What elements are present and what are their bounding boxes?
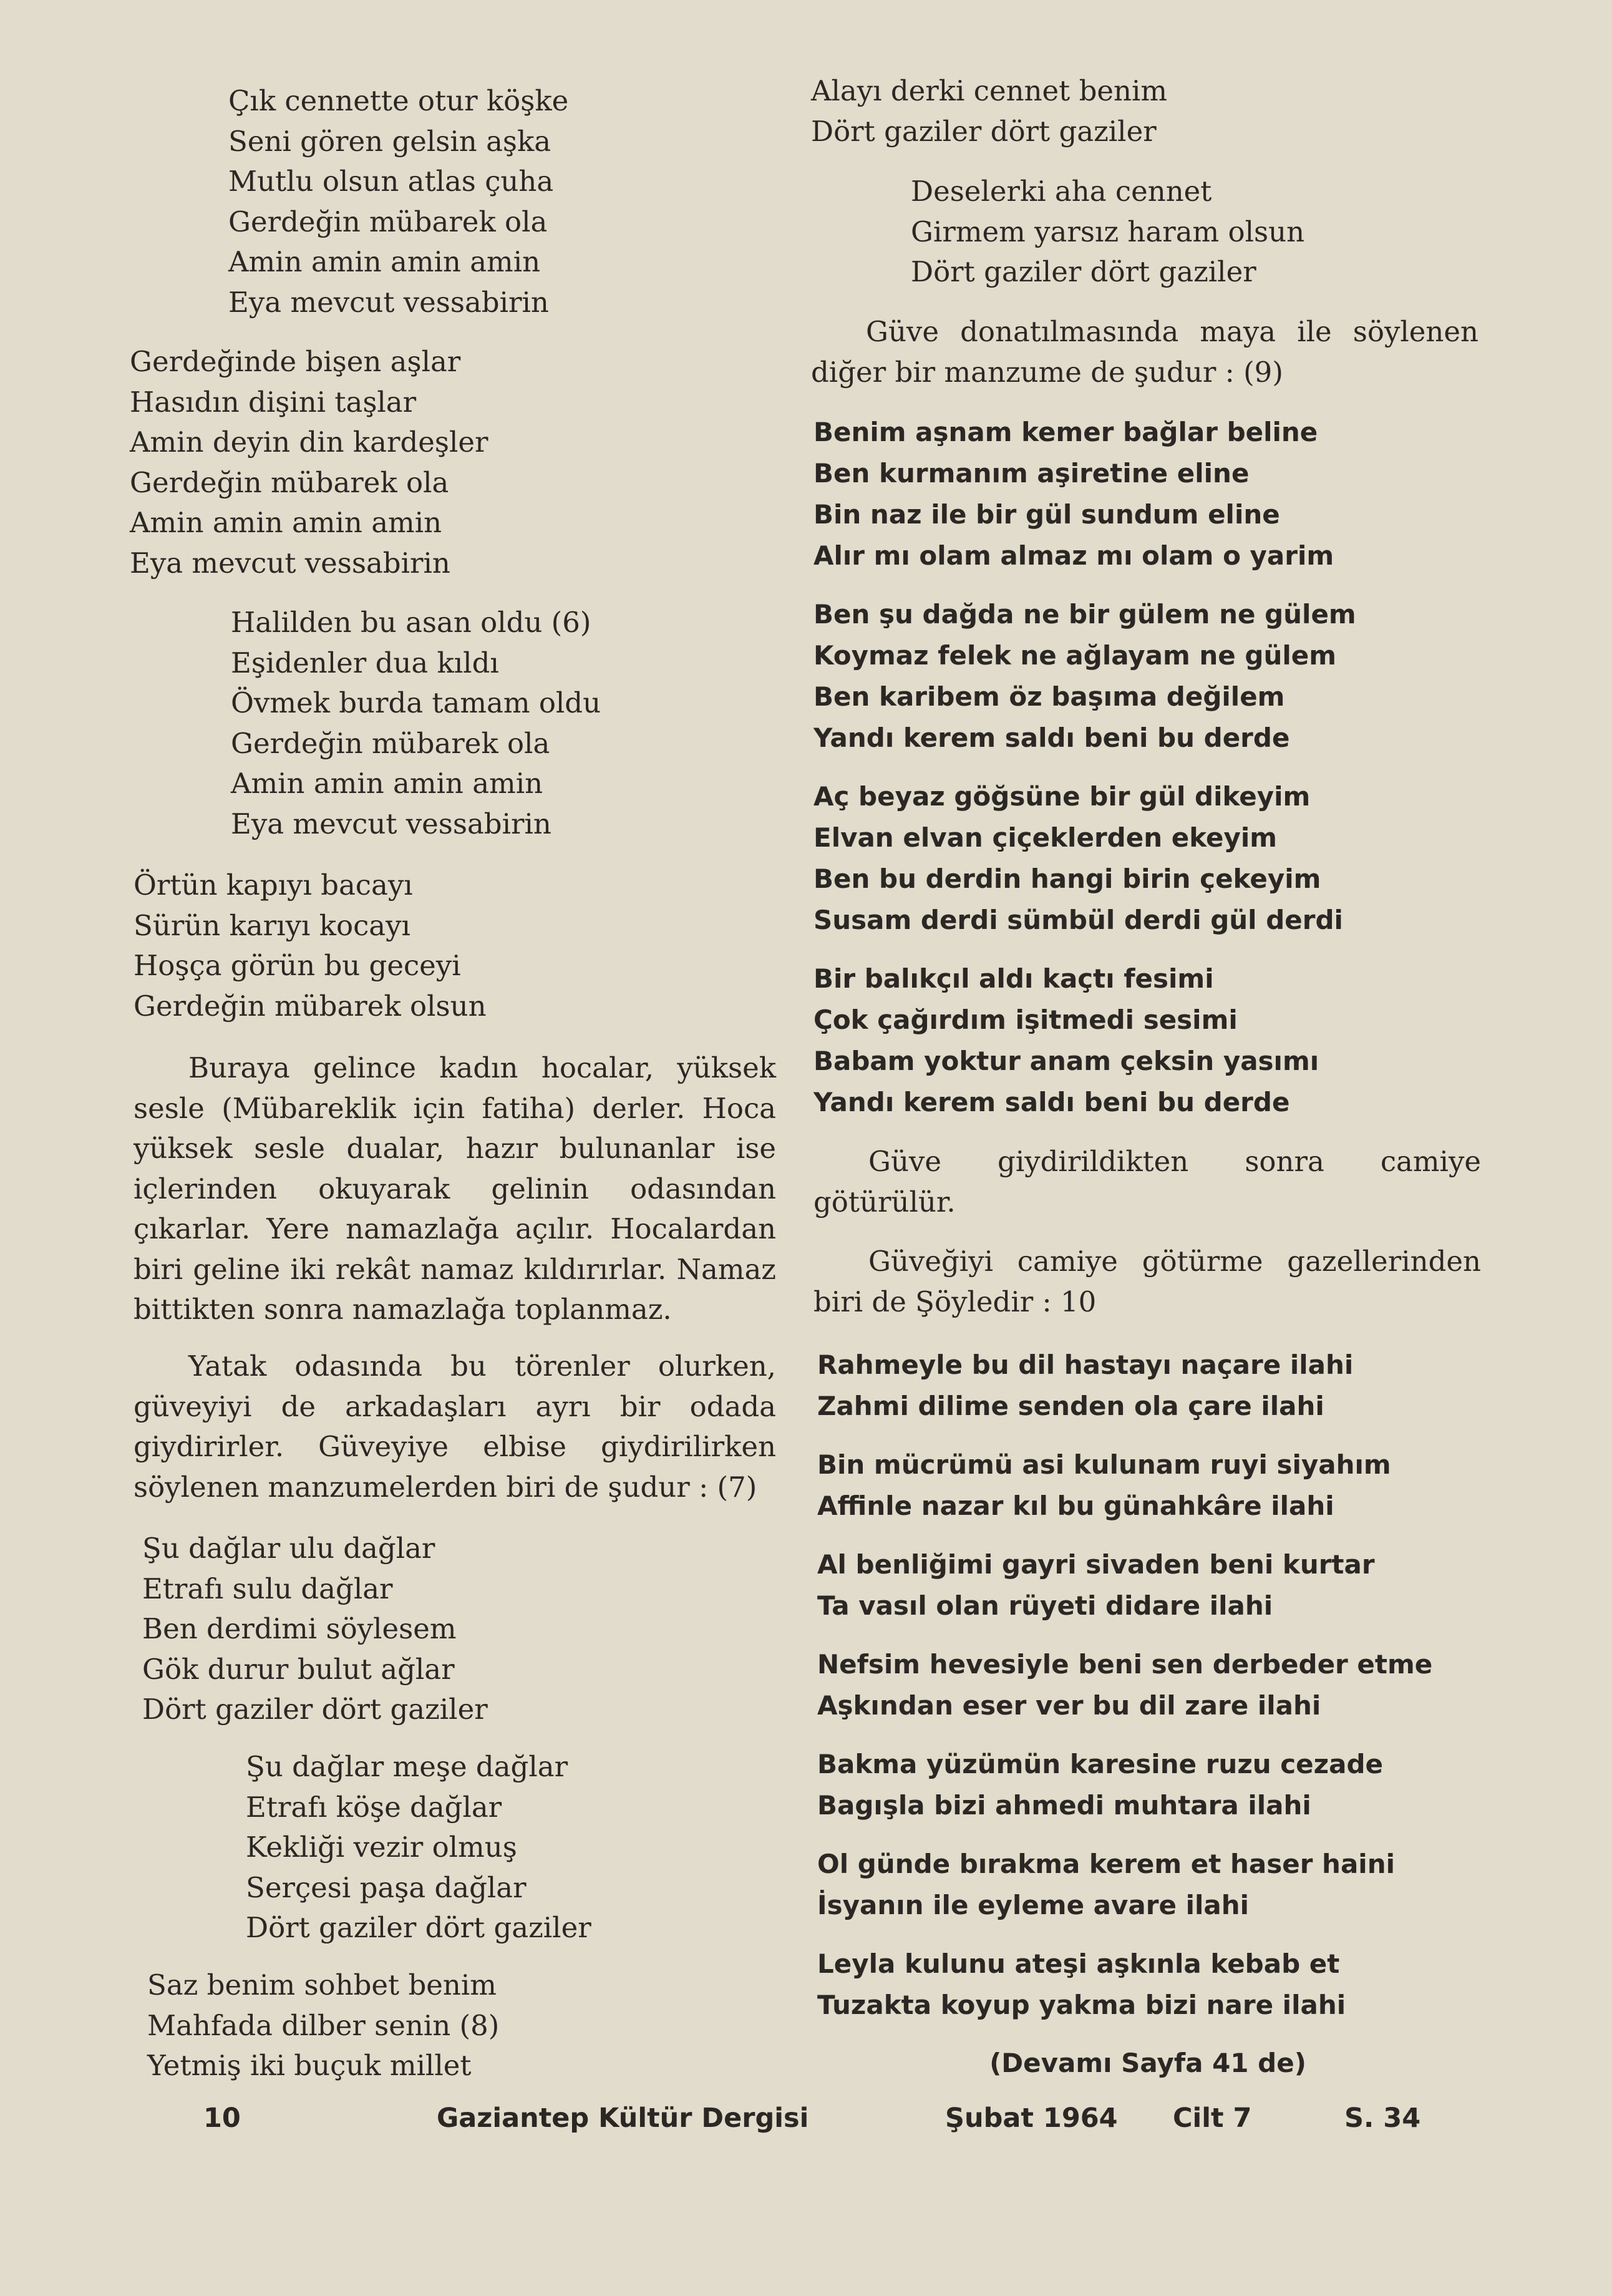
verse-line: Zahmi dilime senden ola çare ilahi (817, 1391, 1324, 1421)
verse-line: Amin amin amin amin (228, 245, 541, 278)
verse-line: Mahfada dilber senin (8) (147, 2008, 500, 2042)
verse-line: Rahmeyle bu dil hastayı naçare ilahi (817, 1350, 1354, 1380)
footer-date: Şubat 1964 (945, 2103, 1118, 2134)
left-stanza-1 (228, 81, 568, 323)
verse-line: Amin amin amin amin (231, 767, 543, 800)
left-stanza-4 (134, 865, 487, 1026)
verse-line: Gerdeğin mübarek olsun (134, 989, 487, 1023)
right-gazel-couplet-5 (817, 1744, 1383, 1826)
verse-line: Sürün karıyı kocayı (134, 908, 410, 942)
verse-line: Tuzakta koyup yakma bizi nare ilahi (817, 1990, 1346, 2020)
verse-line: Ben kurmanım aşiretine eline (813, 458, 1250, 489)
left-stanza-3 (231, 603, 601, 844)
right-stanza-4 (813, 594, 1356, 759)
verse-line: Hasıdın dişini taşlar (130, 385, 417, 419)
verse-line: Kekliği vezir olmuş (246, 1831, 517, 1864)
verse-line: Eya mevcut vessabirin (231, 807, 551, 840)
verse-line: Ben bu derdin hangi birin çekeyim (813, 863, 1321, 894)
verse-line: Örtün kapıyı bacayı (134, 868, 413, 902)
verse-line: Ta vasıl olan rüyeti didare ilahi (817, 1590, 1273, 1621)
right-stanza-6 (813, 958, 1319, 1123)
verse-line: Susam derdi sümbül derdi gül derdi (813, 905, 1343, 935)
verse-line: Dört gaziler dört gaziler (911, 255, 1256, 288)
right-gazel-couplet-2 (817, 1444, 1391, 1527)
verse-line: Affinle nazar kıl bu günahkâre ilahi (817, 1491, 1334, 1521)
right-stanza-5 (813, 776, 1343, 941)
verse-line: Halilden bu asan oldu (6) (231, 606, 591, 639)
continued-note: (Devamı Sayfa 41 de) (989, 2048, 1306, 2078)
verse-line: Bakma yüzümün karesine ruzu cezade (817, 1749, 1383, 1779)
verse-line: Leyla kulunu ateşi aşkınla kebab et (817, 1948, 1340, 1979)
verse-line: Bagışla bizi ahmedi muhtara ilahi (817, 1790, 1311, 1821)
left-stanza-2 (130, 342, 488, 583)
right-paragraph-3: Güveğiyi camiye götürme gazellerinden biri de Şöyledir : 10 (813, 1245, 1481, 1318)
verse-line: Hoşça görün bu geceyi (134, 949, 461, 982)
verse-line: Alayı derki cennet benim (811, 74, 1168, 107)
verse-line: Amin deyin din kardeşler (130, 426, 488, 459)
right-gazel-couplet-7 (817, 1943, 1346, 2026)
verse-line: Dört gaziler dört gaziler (142, 1693, 488, 1726)
verse-line: Şu dağlar meşe dağlar (246, 1750, 568, 1783)
footer-issue: S. 34 (1344, 2103, 1421, 2134)
left-stanza-7 (147, 1965, 499, 2086)
verse-line: Girmem yarsız haram olsun (911, 215, 1305, 248)
left-paragraph-1: Buraya gelince kadın hocalar, yüksek sesle (Mübareklik için fatiha) derler. Hoca yüksek sesle dualar, hazır bulunanlar ise içlerinden okuyarak gelinin odasından çıkarlar. Yere namazlağa açılır. Hocalardan biri geline iki rekât namaz kıldırırlar. Namaz bittikten sonra namazlağa toplanmaz. (134, 1051, 776, 1326)
verse-line: Al benliğimi gayri sivaden beni kurtar (817, 1549, 1375, 1580)
right-gazel-couplet-3 (817, 1544, 1375, 1627)
footer-page-number: 10 (203, 2103, 241, 2134)
verse-line: Koymaz felek ne ağlayam ne gülem (813, 640, 1336, 671)
left-stanza-5 (142, 1529, 488, 1730)
verse-line: Aşkından eser ver bu dil zare ilahi (817, 1690, 1321, 1721)
right-paragraph-2: Güve giydirildikten sonra camiye götürülür. (813, 1145, 1481, 1219)
verse-line: Dört gaziler dört gaziler (811, 114, 1157, 148)
verse-line: Eya mevcut vessabirin (228, 285, 549, 319)
verse-line: Bir balıkçıl aldı kaçtı fesimi (813, 963, 1214, 994)
right-stanza-2 (911, 172, 1304, 293)
verse-line: Çık cennette otur köşke (228, 84, 569, 117)
verse-line: Övmek burda tamam oldu (231, 686, 601, 719)
verse-line: Aç beyaz göğsüne bir gül dikeyim (813, 781, 1311, 812)
verse-line: Eya mevcut vessabirin (130, 546, 450, 580)
verse-line: İsyanın ile eyleme avare ilahi (817, 1890, 1249, 1920)
verse-line: Yandı kerem saldı beni bu derde (813, 1087, 1290, 1117)
left-stanza-6 (246, 1747, 591, 1948)
verse-line: Yetmiş iki buçuk millet (147, 2049, 472, 2082)
verse-line: Ol günde bırakma kerem et haser haini (817, 1849, 1395, 1879)
verse-line: Etrafı köşe dağlar (246, 1790, 502, 1824)
right-gazel-couplet-1 (817, 1345, 1353, 1427)
verse-line: Gerdeğinde bişen aşlar (130, 345, 461, 378)
verse-line: Bin naz ile bir gül sundum eline (813, 499, 1280, 530)
verse-line: Bin mücrümü asi kulunam ruyi siyahım (817, 1449, 1391, 1480)
verse-line: Babam yoktur anam çeksin yasımı (813, 1046, 1319, 1076)
verse-line: Amin amin amin amin (130, 506, 442, 539)
verse-line: Çok çağırdım işitmedi sesimi (813, 1004, 1238, 1035)
verse-line: Seni gören gelsin aşka (228, 124, 551, 158)
verse-line: Gerdeğin mübarek ola (130, 465, 449, 499)
footer-journal-title: Gaziantep Kültür Dergisi (437, 2103, 809, 2134)
verse-line: Deselerki aha cennet (911, 175, 1212, 208)
right-paragraph-1: Güve donatılmasında maya ile söylenen diğer bir manzume de şudur : (9) (811, 315, 1478, 389)
verse-line: Ben karibem öz başıma değilem (813, 681, 1285, 712)
verse-line: Serçesi paşa dağlar (246, 1870, 527, 1904)
page-footer (0, 2103, 1612, 2140)
verse-line: Benim aşnam kemer bağlar beline (813, 417, 1318, 447)
verse-line: Ben derdimi söylesem (142, 1612, 457, 1645)
verse-line: Gerdeğin mübarek ola (228, 205, 548, 238)
verse-line: Ben şu dağda ne bir gülem ne gülem (813, 599, 1356, 630)
verse-line: Saz benim sohbet benim (147, 1968, 497, 2002)
verse-line: Yandı kerem saldı beni bu derde (813, 722, 1290, 753)
verse-line: Alır mı olam almaz mı olam o yarim (813, 540, 1334, 571)
verse-line: Elvan elvan çiçeklerden ekeyim (813, 822, 1278, 853)
verse-line: Gök durur bulut ağlar (142, 1652, 455, 1686)
right-gazel-couplet-6 (817, 1844, 1395, 1926)
verse-line: Gerdeğin mübarek ola (231, 726, 550, 760)
right-stanza-3 (813, 412, 1334, 576)
verse-line: Şu dağlar ulu dağlar (142, 1532, 435, 1565)
right-stanza-1 (811, 71, 1167, 152)
verse-line: Mutlu olsun atlas çuha (228, 165, 554, 198)
verse-line: Nefsim hevesiyle beni sen derbeder etme (817, 1649, 1433, 1680)
right-gazel-couplet-4 (817, 1644, 1432, 1726)
verse-line: Etrafı sulu dağlar (142, 1572, 393, 1605)
verse-line: Eşidenler dua kıldı (231, 646, 499, 679)
footer-volume: Cilt 7 (1173, 2103, 1252, 2134)
left-paragraph-2: Yatak odasında bu törenler olurken, güveyiyi de arkadaşları ayrı bir odada giydirirler. Güveyiye elbise giydirilirken söylenen manzumelerden biri de şudur : (7) (134, 1350, 776, 1504)
verse-line: Dört gaziler dört gaziler (246, 1911, 591, 1944)
